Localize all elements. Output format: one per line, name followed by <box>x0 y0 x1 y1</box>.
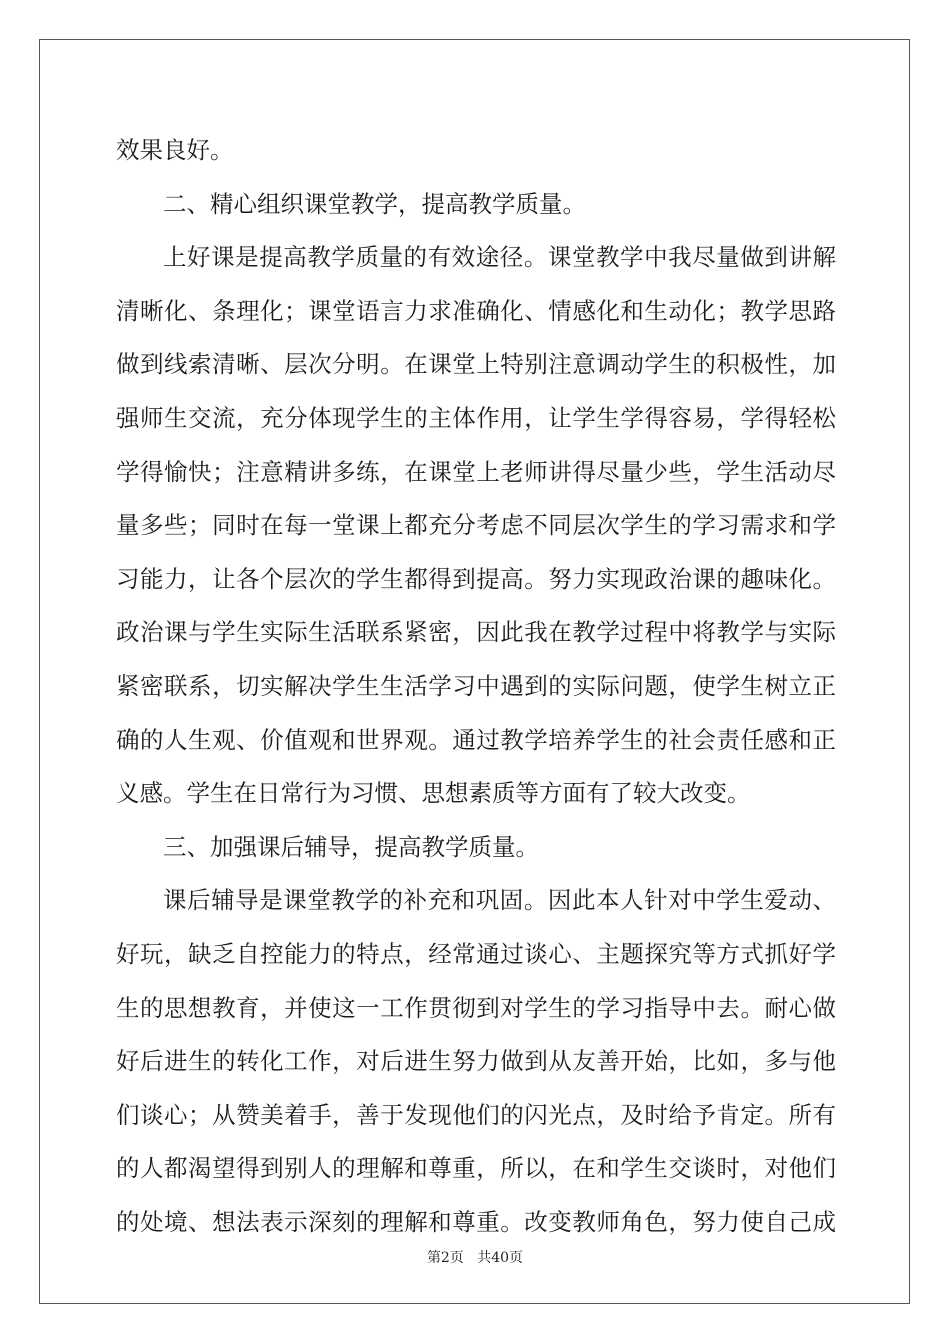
paragraph-line: 确的人生观、价值观和世界观。通过教学培养学生的社会责任感和正 <box>116 725 836 754</box>
page-footer <box>0 1247 950 1267</box>
paragraph-line: 学得愉快；注意精讲多练，在课堂上老师讲得尽量少些，学生活动尽 <box>116 457 836 486</box>
paragraph-line: 好后进生的转化工作，对后进生努力做到从友善开始，比如，多与他 <box>116 1047 836 1076</box>
paragraph-line: 生的思想教育，并使这一工作贯彻到对学生的学习指导中去。耐心做 <box>116 993 836 1022</box>
paragraph-line: 量多些；同时在每一堂课上都充分考虑不同层次学生的学习需求和学 <box>116 511 836 540</box>
section-heading: 三、加强课后辅导，提高教学质量。 <box>163 832 539 861</box>
paragraph-line: 的人都渴望得到别人的理解和尊重，所以，在和学生交谈时，对他们 <box>116 1154 836 1183</box>
paragraph-line: 习能力，让各个层次的学生都得到提高。努力实现政治课的趣味化。 <box>116 564 836 593</box>
paragraph-line: 效果良好。 <box>116 136 234 164</box>
paragraph-line: 们谈心；从赞美着手，善于发现他们的闪光点，及时给予肯定。所有 <box>116 1100 836 1129</box>
paragraph-line: 课后辅导是课堂教学的补充和巩固。因此本人针对中学生爱动、 <box>163 886 836 915</box>
paragraph-line: 上好课是提高教学质量的有效途径。课堂教学中我尽量做到讲解 <box>163 243 836 272</box>
paragraph-line: 清晰化、条理化；课堂语言力求准确化、情感化和生动化；教学思路 <box>116 296 836 325</box>
document-body <box>116 124 836 1249</box>
paragraph-line: 政治课与学生实际生活联系紧密，因此我在教学过程中将教学与实际 <box>116 618 836 647</box>
paragraph-line: 义感。学生在日常行为习惯、思想素质等方面有了较大改变。 <box>116 779 751 808</box>
paragraph-line: 的处境、想法表示深刻的理解和尊重。改变教师角色，努力使自己成 <box>116 1207 836 1236</box>
paragraph-line: 紧密联系，切实解决学生生活学习中遇到的实际问题，使学生树立正 <box>116 671 836 700</box>
paragraph-line: 做到线索清晰、层次分明。在课堂上特别注意调动学生的积极性，加 <box>116 350 836 379</box>
page-number: 第2页 <box>426 1250 464 1266</box>
paragraph-line: 强师生交流，充分体现学生的主体作用，让学生学得容易，学得轻松 <box>116 403 836 432</box>
page-total: 共40页 <box>477 1250 524 1266</box>
section-heading: 二、精心组织课堂教学，提高教学质量。 <box>163 189 586 218</box>
paragraph-line: 好玩，缺乏自控能力的特点，经常通过谈心、主题探究等方式抓好学 <box>116 939 836 968</box>
